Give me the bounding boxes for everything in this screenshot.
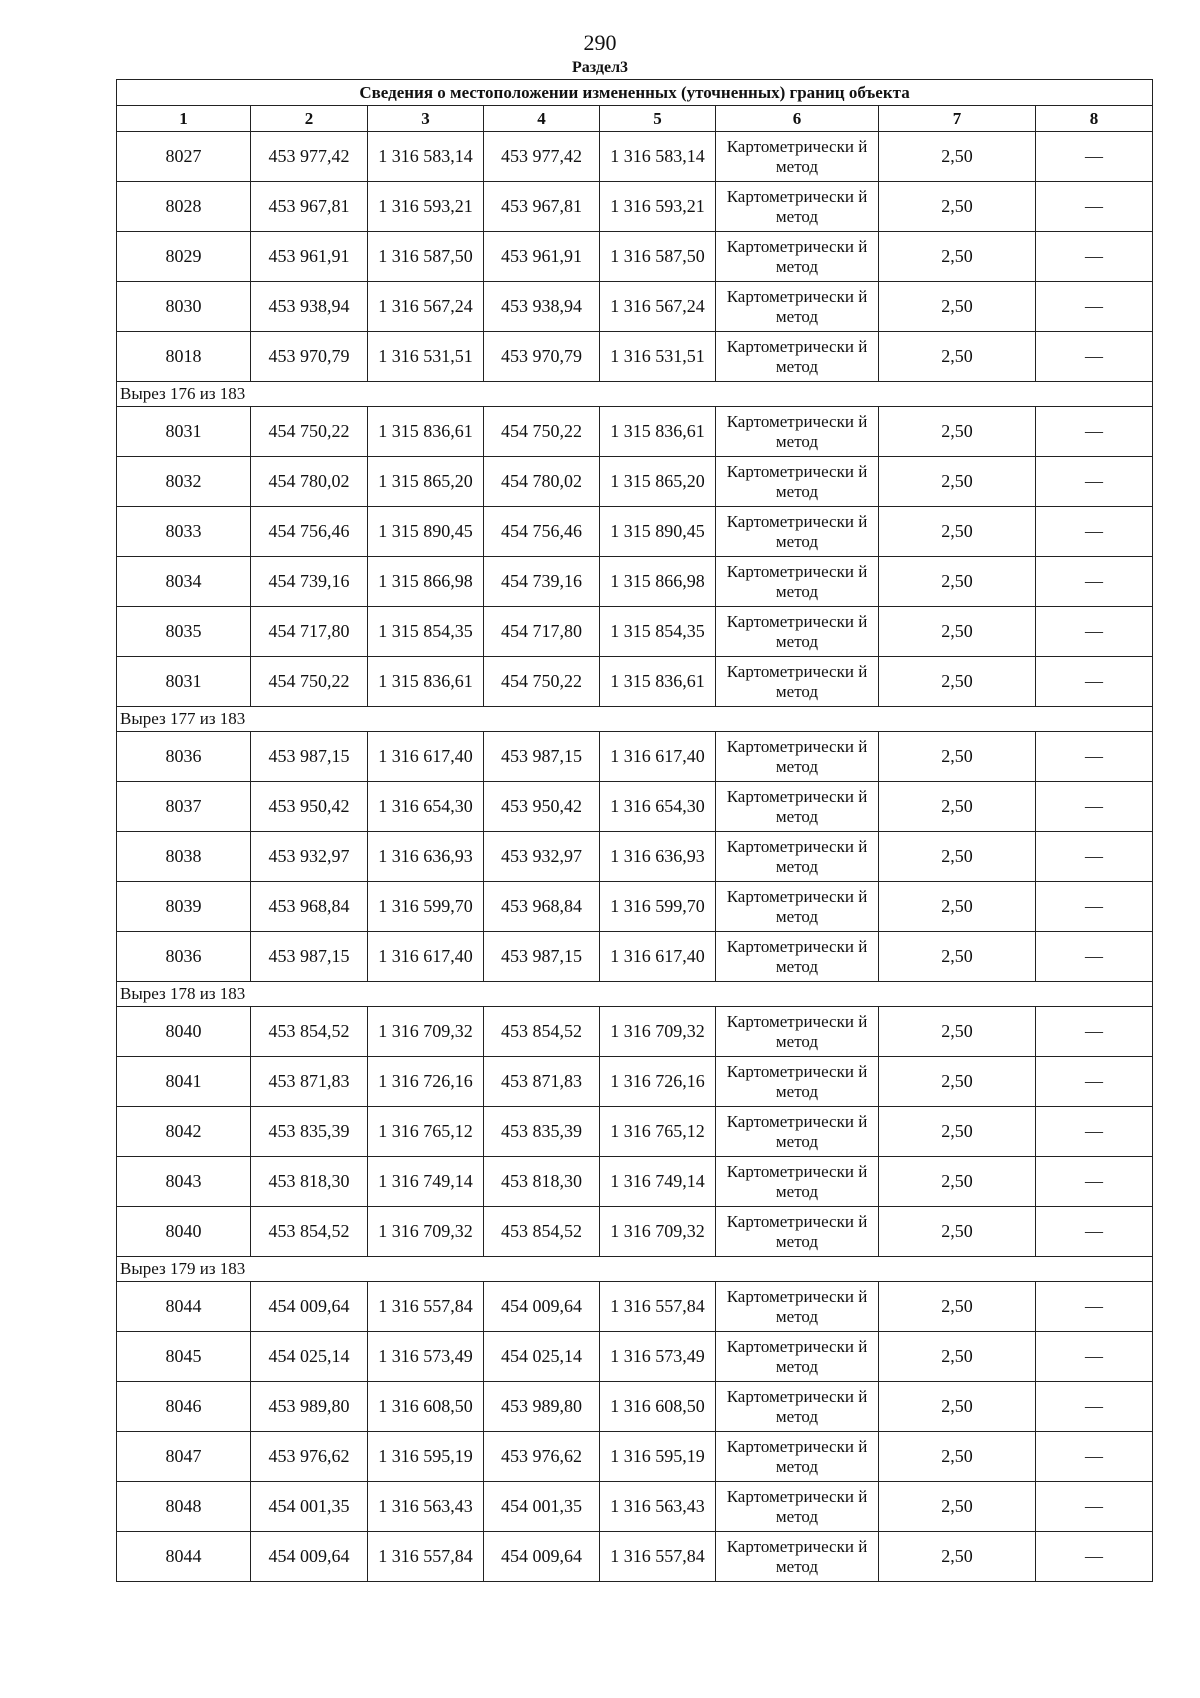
accuracy-cell: 2,50 <box>879 732 1036 782</box>
x-old-cell: 453 818,30 <box>251 1157 368 1207</box>
column-header: 8 <box>1036 106 1153 132</box>
y-old-cell: 1 316 617,40 <box>368 732 484 782</box>
x-old-cell: 454 009,64 <box>251 1282 368 1332</box>
table-row <box>117 457 1153 507</box>
table-row <box>117 182 1153 232</box>
table-row <box>117 407 1153 457</box>
accuracy-cell: 2,50 <box>879 1382 1036 1432</box>
x-old-cell: 454 780,02 <box>251 457 368 507</box>
accuracy-cell: 2,50 <box>879 332 1036 382</box>
y-old-cell: 1 315 890,45 <box>368 507 484 557</box>
y-old-cell: 1 316 573,49 <box>368 1332 484 1382</box>
table-row <box>117 1482 1153 1532</box>
accuracy-cell: 2,50 <box>879 1007 1036 1057</box>
x-old-cell: 454 001,35 <box>251 1482 368 1532</box>
x-old-cell: 454 009,64 <box>251 1532 368 1582</box>
method-cell: Картометрически й метод <box>716 557 879 607</box>
y-new-cell: 1 316 654,30 <box>600 782 716 832</box>
point-number-cell: 8018 <box>117 332 251 382</box>
method-cell: Картометрически й метод <box>716 657 879 707</box>
y-new-cell: 1 316 599,70 <box>600 882 716 932</box>
table-row <box>117 282 1153 332</box>
table-row <box>117 332 1153 382</box>
accuracy-cell: 2,50 <box>879 657 1036 707</box>
cutout-row <box>117 382 1153 407</box>
accuracy-cell: 2,50 <box>879 1532 1036 1582</box>
y-old-cell: 1 316 531,51 <box>368 332 484 382</box>
point-number-cell: 8046 <box>117 1382 251 1432</box>
point-number-cell: 8033 <box>117 507 251 557</box>
y-new-cell: 1 315 865,20 <box>600 457 716 507</box>
note-cell: — <box>1036 1432 1153 1482</box>
column-header: 7 <box>879 106 1036 132</box>
accuracy-cell: 2,50 <box>879 607 1036 657</box>
cutout-label: Вырез 177 из 183 <box>117 707 1153 732</box>
x-old-cell: 453 854,52 <box>251 1207 368 1257</box>
column-header-row <box>117 106 1153 132</box>
note-cell: — <box>1036 132 1153 182</box>
note-cell: — <box>1036 932 1153 982</box>
note-cell: — <box>1036 182 1153 232</box>
y-new-cell: 1 315 836,61 <box>600 407 716 457</box>
y-new-cell: 1 316 583,14 <box>600 132 716 182</box>
x-old-cell: 453 932,97 <box>251 832 368 882</box>
y-new-cell: 1 316 726,16 <box>600 1057 716 1107</box>
note-cell: — <box>1036 1532 1153 1582</box>
method-cell: Картометрически й метод <box>716 832 879 882</box>
x-new-cell: 453 854,52 <box>484 1007 600 1057</box>
method-cell: Картометрически й метод <box>716 882 879 932</box>
y-old-cell: 1 316 749,14 <box>368 1157 484 1207</box>
note-cell: — <box>1036 1107 1153 1157</box>
y-new-cell: 1 316 595,19 <box>600 1432 716 1482</box>
y-new-cell: 1 316 563,43 <box>600 1482 716 1532</box>
y-old-cell: 1 316 617,40 <box>368 932 484 982</box>
x-old-cell: 454 717,80 <box>251 607 368 657</box>
x-new-cell: 454 009,64 <box>484 1532 600 1582</box>
point-number-cell: 8039 <box>117 882 251 932</box>
method-cell: Картометрически й метод <box>716 607 879 657</box>
method-cell: Картометрически й метод <box>716 1532 879 1582</box>
table-row <box>117 1532 1153 1582</box>
accuracy-cell: 2,50 <box>879 1282 1036 1332</box>
x-new-cell: 453 961,91 <box>484 232 600 282</box>
point-number-cell: 8038 <box>117 832 251 882</box>
accuracy-cell: 2,50 <box>879 132 1036 182</box>
accuracy-cell: 2,50 <box>879 407 1036 457</box>
y-old-cell: 1 316 608,50 <box>368 1382 484 1432</box>
method-cell: Картометрически й метод <box>716 732 879 782</box>
table-row <box>117 1157 1153 1207</box>
x-old-cell: 453 938,94 <box>251 282 368 332</box>
table-row <box>117 832 1153 882</box>
column-header: 1 <box>117 106 251 132</box>
x-new-cell: 454 717,80 <box>484 607 600 657</box>
y-old-cell: 1 316 587,50 <box>368 232 484 282</box>
y-old-cell: 1 316 709,32 <box>368 1207 484 1257</box>
accuracy-cell: 2,50 <box>879 182 1036 232</box>
x-new-cell: 453 970,79 <box>484 332 600 382</box>
table-row <box>117 132 1153 182</box>
note-cell: — <box>1036 407 1153 457</box>
method-cell: Картометрически й метод <box>716 232 879 282</box>
y-new-cell: 1 316 749,14 <box>600 1157 716 1207</box>
y-old-cell: 1 316 599,70 <box>368 882 484 932</box>
y-new-cell: 1 316 573,49 <box>600 1332 716 1382</box>
cutout-row <box>117 707 1153 732</box>
accuracy-cell: 2,50 <box>879 457 1036 507</box>
note-cell: — <box>1036 457 1153 507</box>
x-new-cell: 454 750,22 <box>484 657 600 707</box>
y-old-cell: 1 315 866,98 <box>368 557 484 607</box>
note-cell: — <box>1036 1007 1153 1057</box>
y-new-cell: 1 316 636,93 <box>600 832 716 882</box>
note-cell: — <box>1036 1482 1153 1532</box>
table-row <box>117 1057 1153 1107</box>
y-new-cell: 1 316 557,84 <box>600 1532 716 1582</box>
y-new-cell: 1 315 836,61 <box>600 657 716 707</box>
point-number-cell: 8031 <box>117 407 251 457</box>
point-number-cell: 8041 <box>117 1057 251 1107</box>
x-new-cell: 454 009,64 <box>484 1282 600 1332</box>
x-new-cell: 453 967,81 <box>484 182 600 232</box>
column-header: 6 <box>716 106 879 132</box>
cutout-label: Вырез 176 из 183 <box>117 382 1153 407</box>
y-new-cell: 1 316 557,84 <box>600 1282 716 1332</box>
y-new-cell: 1 316 709,32 <box>600 1007 716 1057</box>
table-row <box>117 232 1153 282</box>
note-cell: — <box>1036 1207 1153 1257</box>
table-row <box>117 1332 1153 1382</box>
accuracy-cell: 2,50 <box>879 1332 1036 1382</box>
method-cell: Картометрически й метод <box>716 932 879 982</box>
accuracy-cell: 2,50 <box>879 782 1036 832</box>
column-header: 3 <box>368 106 484 132</box>
column-header: 5 <box>600 106 716 132</box>
method-cell: Картометрически й метод <box>716 282 879 332</box>
table-row <box>117 1382 1153 1432</box>
y-old-cell: 1 315 865,20 <box>368 457 484 507</box>
point-number-cell: 8044 <box>117 1532 251 1582</box>
y-old-cell: 1 316 557,84 <box>368 1532 484 1582</box>
point-number-cell: 8040 <box>117 1207 251 1257</box>
x-new-cell: 454 750,22 <box>484 407 600 457</box>
x-new-cell: 453 987,15 <box>484 732 600 782</box>
x-new-cell: 453 854,52 <box>484 1207 600 1257</box>
x-new-cell: 453 968,84 <box>484 882 600 932</box>
x-new-cell: 453 950,42 <box>484 782 600 832</box>
table-row <box>117 607 1153 657</box>
table-body <box>117 132 1153 1582</box>
x-new-cell: 453 938,94 <box>484 282 600 332</box>
note-cell: — <box>1036 557 1153 607</box>
table-row <box>117 507 1153 557</box>
x-old-cell: 454 739,16 <box>251 557 368 607</box>
method-cell: Картометрически й метод <box>716 407 879 457</box>
y-new-cell: 1 316 617,40 <box>600 732 716 782</box>
point-number-cell: 8048 <box>117 1482 251 1532</box>
point-number-cell: 8035 <box>117 607 251 657</box>
x-new-cell: 453 977,42 <box>484 132 600 182</box>
table-row <box>117 782 1153 832</box>
column-header: 2 <box>251 106 368 132</box>
x-old-cell: 453 987,15 <box>251 932 368 982</box>
point-number-cell: 8045 <box>117 1332 251 1382</box>
note-cell: — <box>1036 1157 1153 1207</box>
method-cell: Картометрически й метод <box>716 782 879 832</box>
accuracy-cell: 2,50 <box>879 932 1036 982</box>
y-old-cell: 1 316 583,14 <box>368 132 484 182</box>
accuracy-cell: 2,50 <box>879 1057 1036 1107</box>
x-old-cell: 454 756,46 <box>251 507 368 557</box>
x-new-cell: 453 976,62 <box>484 1432 600 1482</box>
x-new-cell: 454 025,14 <box>484 1332 600 1382</box>
x-old-cell: 453 961,91 <box>251 232 368 282</box>
point-number-cell: 8036 <box>117 932 251 982</box>
cutout-row <box>117 1257 1153 1282</box>
y-old-cell: 1 316 593,21 <box>368 182 484 232</box>
method-cell: Картометрически й метод <box>716 1157 879 1207</box>
note-cell: — <box>1036 782 1153 832</box>
point-number-cell: 8029 <box>117 232 251 282</box>
y-old-cell: 1 316 636,93 <box>368 832 484 882</box>
note-cell: — <box>1036 882 1153 932</box>
accuracy-cell: 2,50 <box>879 1157 1036 1207</box>
y-new-cell: 1 315 890,45 <box>600 507 716 557</box>
accuracy-cell: 2,50 <box>879 507 1036 557</box>
y-new-cell: 1 315 866,98 <box>600 557 716 607</box>
x-old-cell: 453 976,62 <box>251 1432 368 1482</box>
x-new-cell: 454 780,02 <box>484 457 600 507</box>
y-old-cell: 1 316 563,43 <box>368 1482 484 1532</box>
table-row <box>117 1207 1153 1257</box>
x-old-cell: 454 025,14 <box>251 1332 368 1382</box>
note-cell: — <box>1036 232 1153 282</box>
x-new-cell: 453 989,80 <box>484 1382 600 1432</box>
point-number-cell: 8032 <box>117 457 251 507</box>
table-row <box>117 932 1153 982</box>
table-row <box>117 882 1153 932</box>
y-old-cell: 1 315 836,61 <box>368 657 484 707</box>
accuracy-cell: 2,50 <box>879 832 1036 882</box>
note-cell: — <box>1036 1332 1153 1382</box>
x-new-cell: 453 818,30 <box>484 1157 600 1207</box>
y-new-cell: 1 315 854,35 <box>600 607 716 657</box>
x-old-cell: 454 750,22 <box>251 657 368 707</box>
accuracy-cell: 2,50 <box>879 557 1036 607</box>
method-cell: Картометрически й метод <box>716 132 879 182</box>
point-number-cell: 8027 <box>117 132 251 182</box>
x-old-cell: 454 750,22 <box>251 407 368 457</box>
column-header: 4 <box>484 106 600 132</box>
cutout-label: Вырез 179 из 183 <box>117 1257 1153 1282</box>
note-cell: — <box>1036 607 1153 657</box>
note-cell: — <box>1036 657 1153 707</box>
x-new-cell: 453 871,83 <box>484 1057 600 1107</box>
x-old-cell: 453 871,83 <box>251 1057 368 1107</box>
y-new-cell: 1 316 709,32 <box>600 1207 716 1257</box>
table-row <box>117 657 1153 707</box>
y-old-cell: 1 316 595,19 <box>368 1432 484 1482</box>
table-row <box>117 1282 1153 1332</box>
method-cell: Картометрически й метод <box>716 1282 879 1332</box>
point-number-cell: 8040 <box>117 1007 251 1057</box>
table-row <box>117 1007 1153 1057</box>
y-old-cell: 1 316 726,16 <box>368 1057 484 1107</box>
accuracy-cell: 2,50 <box>879 1107 1036 1157</box>
cutout-label: Вырез 178 из 183 <box>117 982 1153 1007</box>
y-old-cell: 1 316 654,30 <box>368 782 484 832</box>
note-cell: — <box>1036 1057 1153 1107</box>
point-number-cell: 8037 <box>117 782 251 832</box>
note-cell: — <box>1036 282 1153 332</box>
x-old-cell: 453 968,84 <box>251 882 368 932</box>
note-cell: — <box>1036 507 1153 557</box>
y-new-cell: 1 316 765,12 <box>600 1107 716 1157</box>
method-cell: Картометрически й метод <box>716 1482 879 1532</box>
method-cell: Картометрически й метод <box>716 1207 879 1257</box>
x-new-cell: 453 835,39 <box>484 1107 600 1157</box>
y-old-cell: 1 316 709,32 <box>368 1007 484 1057</box>
x-new-cell: 454 756,46 <box>484 507 600 557</box>
accuracy-cell: 2,50 <box>879 282 1036 332</box>
accuracy-cell: 2,50 <box>879 1482 1036 1532</box>
y-old-cell: 1 316 557,84 <box>368 1282 484 1332</box>
cutout-row <box>117 982 1153 1007</box>
accuracy-cell: 2,50 <box>879 1432 1036 1482</box>
note-cell: — <box>1036 332 1153 382</box>
method-cell: Картометрически й метод <box>716 332 879 382</box>
x-old-cell: 453 970,79 <box>251 332 368 382</box>
x-old-cell: 453 977,42 <box>251 132 368 182</box>
section-title: Раздел3 <box>571 59 629 76</box>
method-cell: Картометрически й метод <box>716 457 879 507</box>
boundary-table <box>116 79 1153 1582</box>
table-row <box>117 1432 1153 1482</box>
y-new-cell: 1 316 617,40 <box>600 932 716 982</box>
point-number-cell: 8031 <box>117 657 251 707</box>
x-new-cell: 454 001,35 <box>484 1482 600 1532</box>
method-cell: Картометрически й метод <box>716 1382 879 1432</box>
x-old-cell: 453 989,80 <box>251 1382 368 1432</box>
y-old-cell: 1 316 765,12 <box>368 1107 484 1157</box>
x-old-cell: 453 854,52 <box>251 1007 368 1057</box>
accuracy-cell: 2,50 <box>879 882 1036 932</box>
x-old-cell: 453 967,81 <box>251 182 368 232</box>
x-old-cell: 453 987,15 <box>251 732 368 782</box>
method-cell: Картометрически й метод <box>716 1432 879 1482</box>
method-cell: Картометрически й метод <box>716 1107 879 1157</box>
accuracy-cell: 2,50 <box>879 232 1036 282</box>
method-cell: Картометрически й метод <box>716 507 879 557</box>
point-number-cell: 8030 <box>117 282 251 332</box>
note-cell: — <box>1036 832 1153 882</box>
y-new-cell: 1 316 593,21 <box>600 182 716 232</box>
table-row <box>117 732 1153 782</box>
table-row <box>117 557 1153 607</box>
note-cell: — <box>1036 1282 1153 1332</box>
y-old-cell: 1 316 567,24 <box>368 282 484 332</box>
note-cell: — <box>1036 1382 1153 1432</box>
table-row <box>117 1107 1153 1157</box>
point-number-cell: 8042 <box>117 1107 251 1157</box>
y-old-cell: 1 315 854,35 <box>368 607 484 657</box>
note-cell: — <box>1036 732 1153 782</box>
y-new-cell: 1 316 531,51 <box>600 332 716 382</box>
page-number: 290 <box>583 30 617 55</box>
y-new-cell: 1 316 608,50 <box>600 1382 716 1432</box>
point-number-cell: 8036 <box>117 732 251 782</box>
method-cell: Картометрически й метод <box>716 182 879 232</box>
accuracy-cell: 2,50 <box>879 1207 1036 1257</box>
x-old-cell: 453 950,42 <box>251 782 368 832</box>
method-cell: Картометрически й метод <box>716 1007 879 1057</box>
y-new-cell: 1 316 567,24 <box>600 282 716 332</box>
x-old-cell: 453 835,39 <box>251 1107 368 1157</box>
point-number-cell: 8028 <box>117 182 251 232</box>
method-cell: Картометрически й метод <box>716 1332 879 1382</box>
x-new-cell: 454 739,16 <box>484 557 600 607</box>
table-caption: Сведения о местоположении измененных (уточненных) границ объекта <box>117 80 1153 106</box>
point-number-cell: 8043 <box>117 1157 251 1207</box>
y-old-cell: 1 315 836,61 <box>368 407 484 457</box>
method-cell: Картометрически й метод <box>716 1057 879 1107</box>
x-new-cell: 453 987,15 <box>484 932 600 982</box>
point-number-cell: 8034 <box>117 557 251 607</box>
point-number-cell: 8047 <box>117 1432 251 1482</box>
y-new-cell: 1 316 587,50 <box>600 232 716 282</box>
point-number-cell: 8044 <box>117 1282 251 1332</box>
x-new-cell: 453 932,97 <box>484 832 600 882</box>
